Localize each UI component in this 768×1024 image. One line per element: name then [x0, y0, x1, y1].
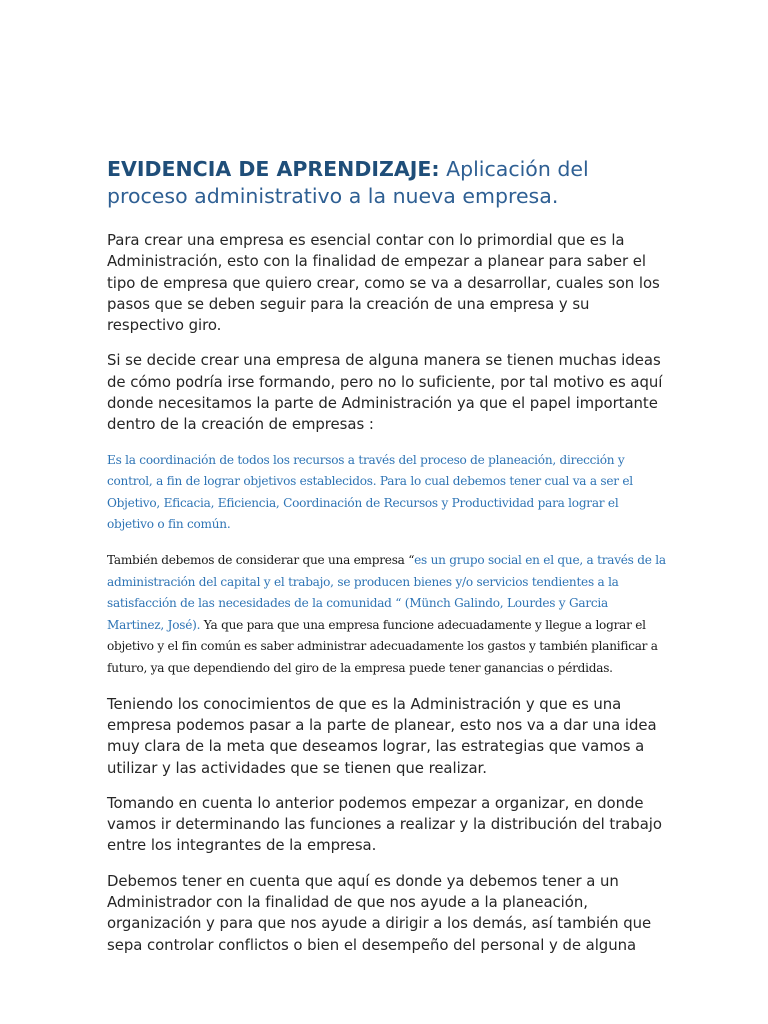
citation-quote: es un grupo social en el que, a través de la administración del capital y el trabajo, se producen bienes y/o servicios tendientes a la satisfacción de las necesidades de la comunidad “ (Münch Galindo, Lourdes y Garcia Martinez, José).	[107, 553, 666, 632]
document-content	[107, 156, 667, 970]
paragraph-organizing: Tomando en cuenta lo anterior podemos empezar a organizar, en donde vamos ir determinando las funciones a realizar y la distribución del trabajo entre los integrantes de la empresa.	[107, 793, 662, 855]
title-label: EVIDENCIA DE APRENDIZAJE:	[107, 157, 440, 181]
citation-paragraph	[107, 550, 667, 680]
paragraph-intro: Para crear una empresa es esencial contar con lo primordial que es la Administración, esto con la finalidad de empezar a planear para saber el tipo de empresa que quiero crear, como se va a desarrollar, cuales son los pasos que se deben seguir para la creación de una empresa y su respectivo giro.	[107, 231, 660, 335]
citation-intro: También debemos de considerar que una empresa “	[107, 553, 415, 568]
definition-quote: Es la coordinación de todos los recursos a través del proceso de planeación, dirección y control, a fin de lograr objetivos establecidos. Para lo cual debemos tener cual va a ser el Objetivo, Eficacia, Eficiencia, Coordinación de Recursos y Productividad para lograr el objetivo o fin común.	[107, 452, 633, 532]
title-period: .	[551, 184, 559, 208]
document-title	[107, 156, 667, 210]
paragraph-planning: Teniendo los conocimientos de que es la Administración y que es una empresa podemos pasar a la parte de planear, esto nos va a dar una idea muy clara de la meta que deseamos lograr, las estrategias que vamos a utilizar y las actividades que se tienen que realizar.	[107, 694, 657, 777]
paragraph-administrator: Debemos tener en cuenta que aquí es donde ya debemos tener a un Administrador con la finalidad de que nos ayude a la planeación, organización y para que nos ayude a dirigir a los demás, así también que sepa controlar conflictos o bien el desempeño del personal y de alguna	[107, 871, 652, 954]
title-text: Aplicación del proceso administrativo a la nueva empresa	[107, 157, 589, 208]
paragraph-ideas: Si se decide crear una empresa de alguna manera se tienen muchas ideas de cómo podría irse formando, pero no lo suficiente, por tal motivo es aquí donde necesitamos la parte de Administración ya que el papel importante dentro de la creación de empresas :	[107, 351, 663, 434]
citation-rest: Ya que para que una empresa funcione adecuadamente y llegue a lograr el objetivo y el fin común es saber administrar adecuadamente los gastos y también planificar a futuro, ya que dependiendo del giro de la empresa puede tener ganancias o pérdidas.	[107, 617, 658, 676]
